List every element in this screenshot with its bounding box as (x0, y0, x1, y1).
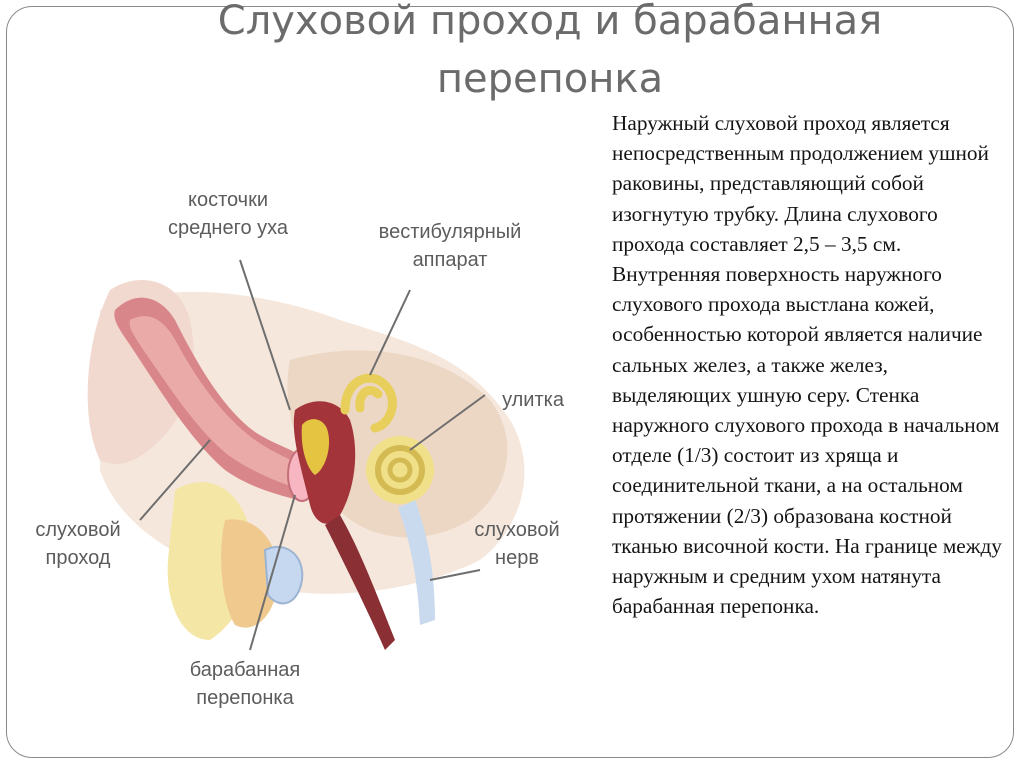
label-auditory-nerve: слуховой нерв (474, 519, 560, 569)
label-eardrum: барабанная перепонка (189, 659, 301, 709)
label-cochlea: улитка (502, 389, 564, 411)
label-vestibular: вестибулярный аппарат (378, 221, 522, 271)
title-line-1: Слуховой проход и барабанная (217, 0, 883, 44)
slide-title (150, 0, 950, 108)
label-ear-canal: слуховой проход (35, 519, 121, 569)
label-ossicles: косточки среднего уха (167, 189, 289, 239)
body-paragraph: Наружный слуховой проход является непосредственным продолжением ушной раковины, представляющий собой изогнутую трубку. Длина слухового прохода составляет 2,5 – 3,5 см. Внутренняя поверхность наружного слухового прохода выстлана кожей, особенностью которой является наличие сальных желез, а также желез, выделяющих ушную серу. Стенка наружного слухового прохода в начальном отделе (1/3) состоит из хряща и соединительной ткани, а на остальном протяжении (2/3) образована костной тканью височной кости. На границе между наружным и средним ухом натянута барабанная перепонка. (612, 111, 1002, 619)
blood-vessel (265, 547, 302, 604)
title-line-2: перепонка (436, 56, 664, 102)
